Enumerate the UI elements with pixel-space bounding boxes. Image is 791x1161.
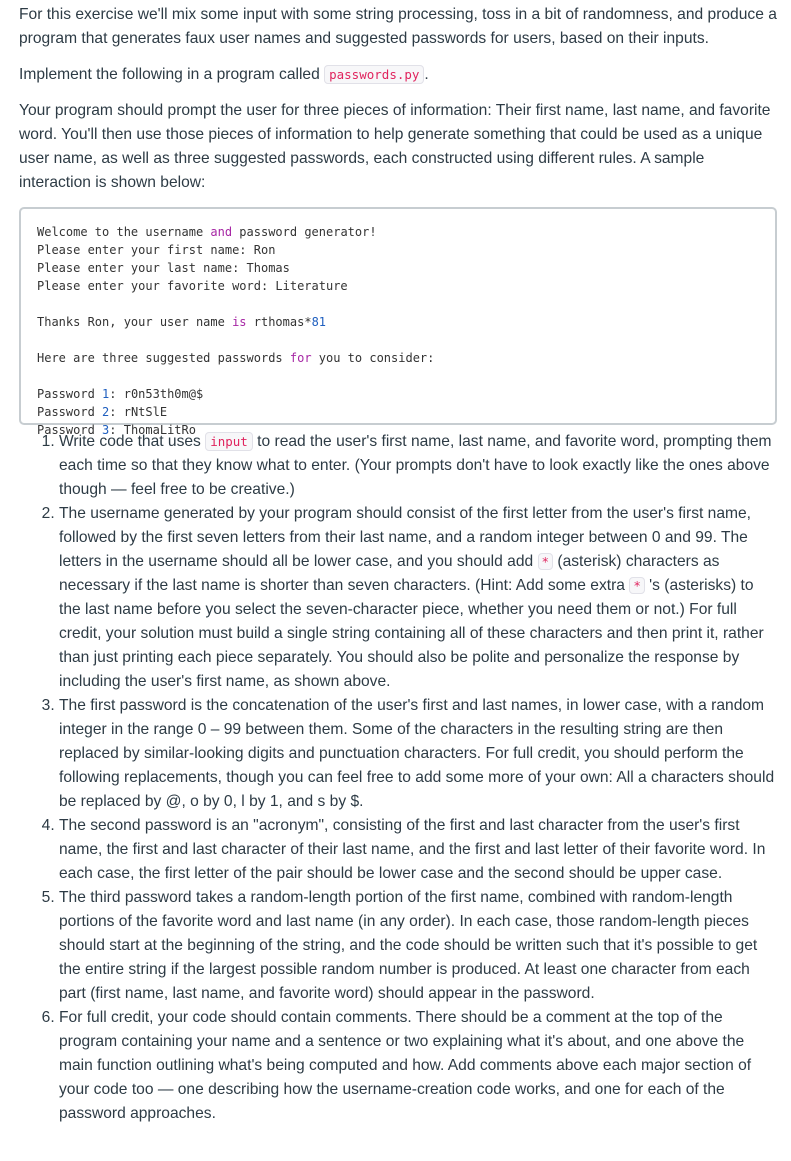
implement-prefix: Implement the following in a program called xyxy=(19,66,325,83)
asterisk-code: * xyxy=(538,553,554,570)
list-item: 5. The third password takes a random-length portion of the first name, combined with random-length portions of the favorite word and last name (in any order). In each case, those random-length pieces should start at the beginning of the string, and the code should be written such that it's possible to get the entire string if the largest possible random number is produced. At least one character from each part (first name, last name, and favorite word) should appear in the password. xyxy=(59,886,777,1006)
list-item: 2. The username generated by your program should consist of the first letter from the user's first name, followed by the first seven letters from their last name, and a random integer between 0 and 99. The letters in the username should all be lower case, and you should add * (asterisk) characters as necessary if the last name is shorter than seven characters. (Hint: Add some extra * 's (asterisks) to the last name before you select the seven-character piece, whether you need them or not.) For full credit, your solution must build a single string containing all of these characters and then print it, rather than just printing each piece separately. You should also be polite and personalize the response by including the user's first name, as shown above. xyxy=(59,502,777,694)
list-item: 6. For full credit, your code should contain comments. There should be a comment at the top of the program containing your name and a sentence or two explaining what it's about, and one above the main function outlining what's being computed and how. Add comments above each major section of your code too — one describing how the username-creation code works, and one for each of the password approaches. xyxy=(59,1006,777,1126)
code-line-4: Please enter your favorite word: Literature xyxy=(37,279,348,293)
implement-paragraph xyxy=(19,63,777,87)
intro-paragraph: For this exercise we'll mix some input with some string processing, toss in a bit of randomness, and produce a program that generates faux user names and suggested passwords for users, based on their inputs. xyxy=(19,6,777,47)
requirements-list xyxy=(19,430,777,1126)
sample-interaction-code-block xyxy=(19,207,777,437)
code-line-blank-2 xyxy=(37,331,759,349)
code-line-password-1: Password 1: r0n53th0m@$ xyxy=(37,387,204,401)
code-line-2: Please enter your first name: Ron xyxy=(37,243,276,257)
code-line-3: Please enter your last name: Thomas xyxy=(37,261,290,275)
code-line-password-2: Password 2: rNtSlE xyxy=(37,405,168,419)
list-item: 1. Write code that uses input to read the user's first name, last name, and favorite word, prompting them each time so that they know what to enter. (Your prompts don't have to look exactly like the ones above though — feel free to be creative.) xyxy=(59,430,777,502)
code-line-blank-1 xyxy=(37,295,759,313)
code-line-passwords-intro: Here are three suggested passwords for you to consider: xyxy=(37,351,435,365)
asterisk-code: * xyxy=(629,577,645,594)
code-line-blank-3 xyxy=(37,367,759,385)
code-line-password-3: Password 3: ThomaLitRo xyxy=(37,423,196,437)
code-line-1: Welcome to the username and password generator! xyxy=(37,225,377,239)
description-paragraph: Your program should prompt the user for three pieces of information: Their first name, last name, and favorite word. You'll then use those pieces of information to help generate something that could be used as a unique user name, as well as three suggested passwords, each constructed using different rules. A sample interaction is shown below: xyxy=(19,102,771,191)
list-item: 4. The second password is an "acronym", consisting of the first and last character from the user's first name, the first and last character of their last name, and the first and last letter of their favorite word. In each case, the first letter of the pair should be lower case and the second should be upper case. xyxy=(59,814,777,886)
implement-suffix: . xyxy=(424,66,429,83)
code-line-username: Thanks Ron, your user name is rthomas*81 xyxy=(37,315,327,329)
list-item: 3. The first password is the concatenation of the user's first and last names, in lower case, with a random integer in the range 0 – 99 between them. Some of the characters in the resulting string are then replaced by similar-looking digits and punctuation characters. For full credit, you should perform the following replacements, though you can feel free to add some more of your own: All a characters should be replaced by @, o by 0, l by 1, and s by $. xyxy=(59,694,777,814)
input-code: input xyxy=(205,432,253,451)
filename-code: passwords.py xyxy=(324,65,424,84)
assignment-content xyxy=(19,3,777,1126)
